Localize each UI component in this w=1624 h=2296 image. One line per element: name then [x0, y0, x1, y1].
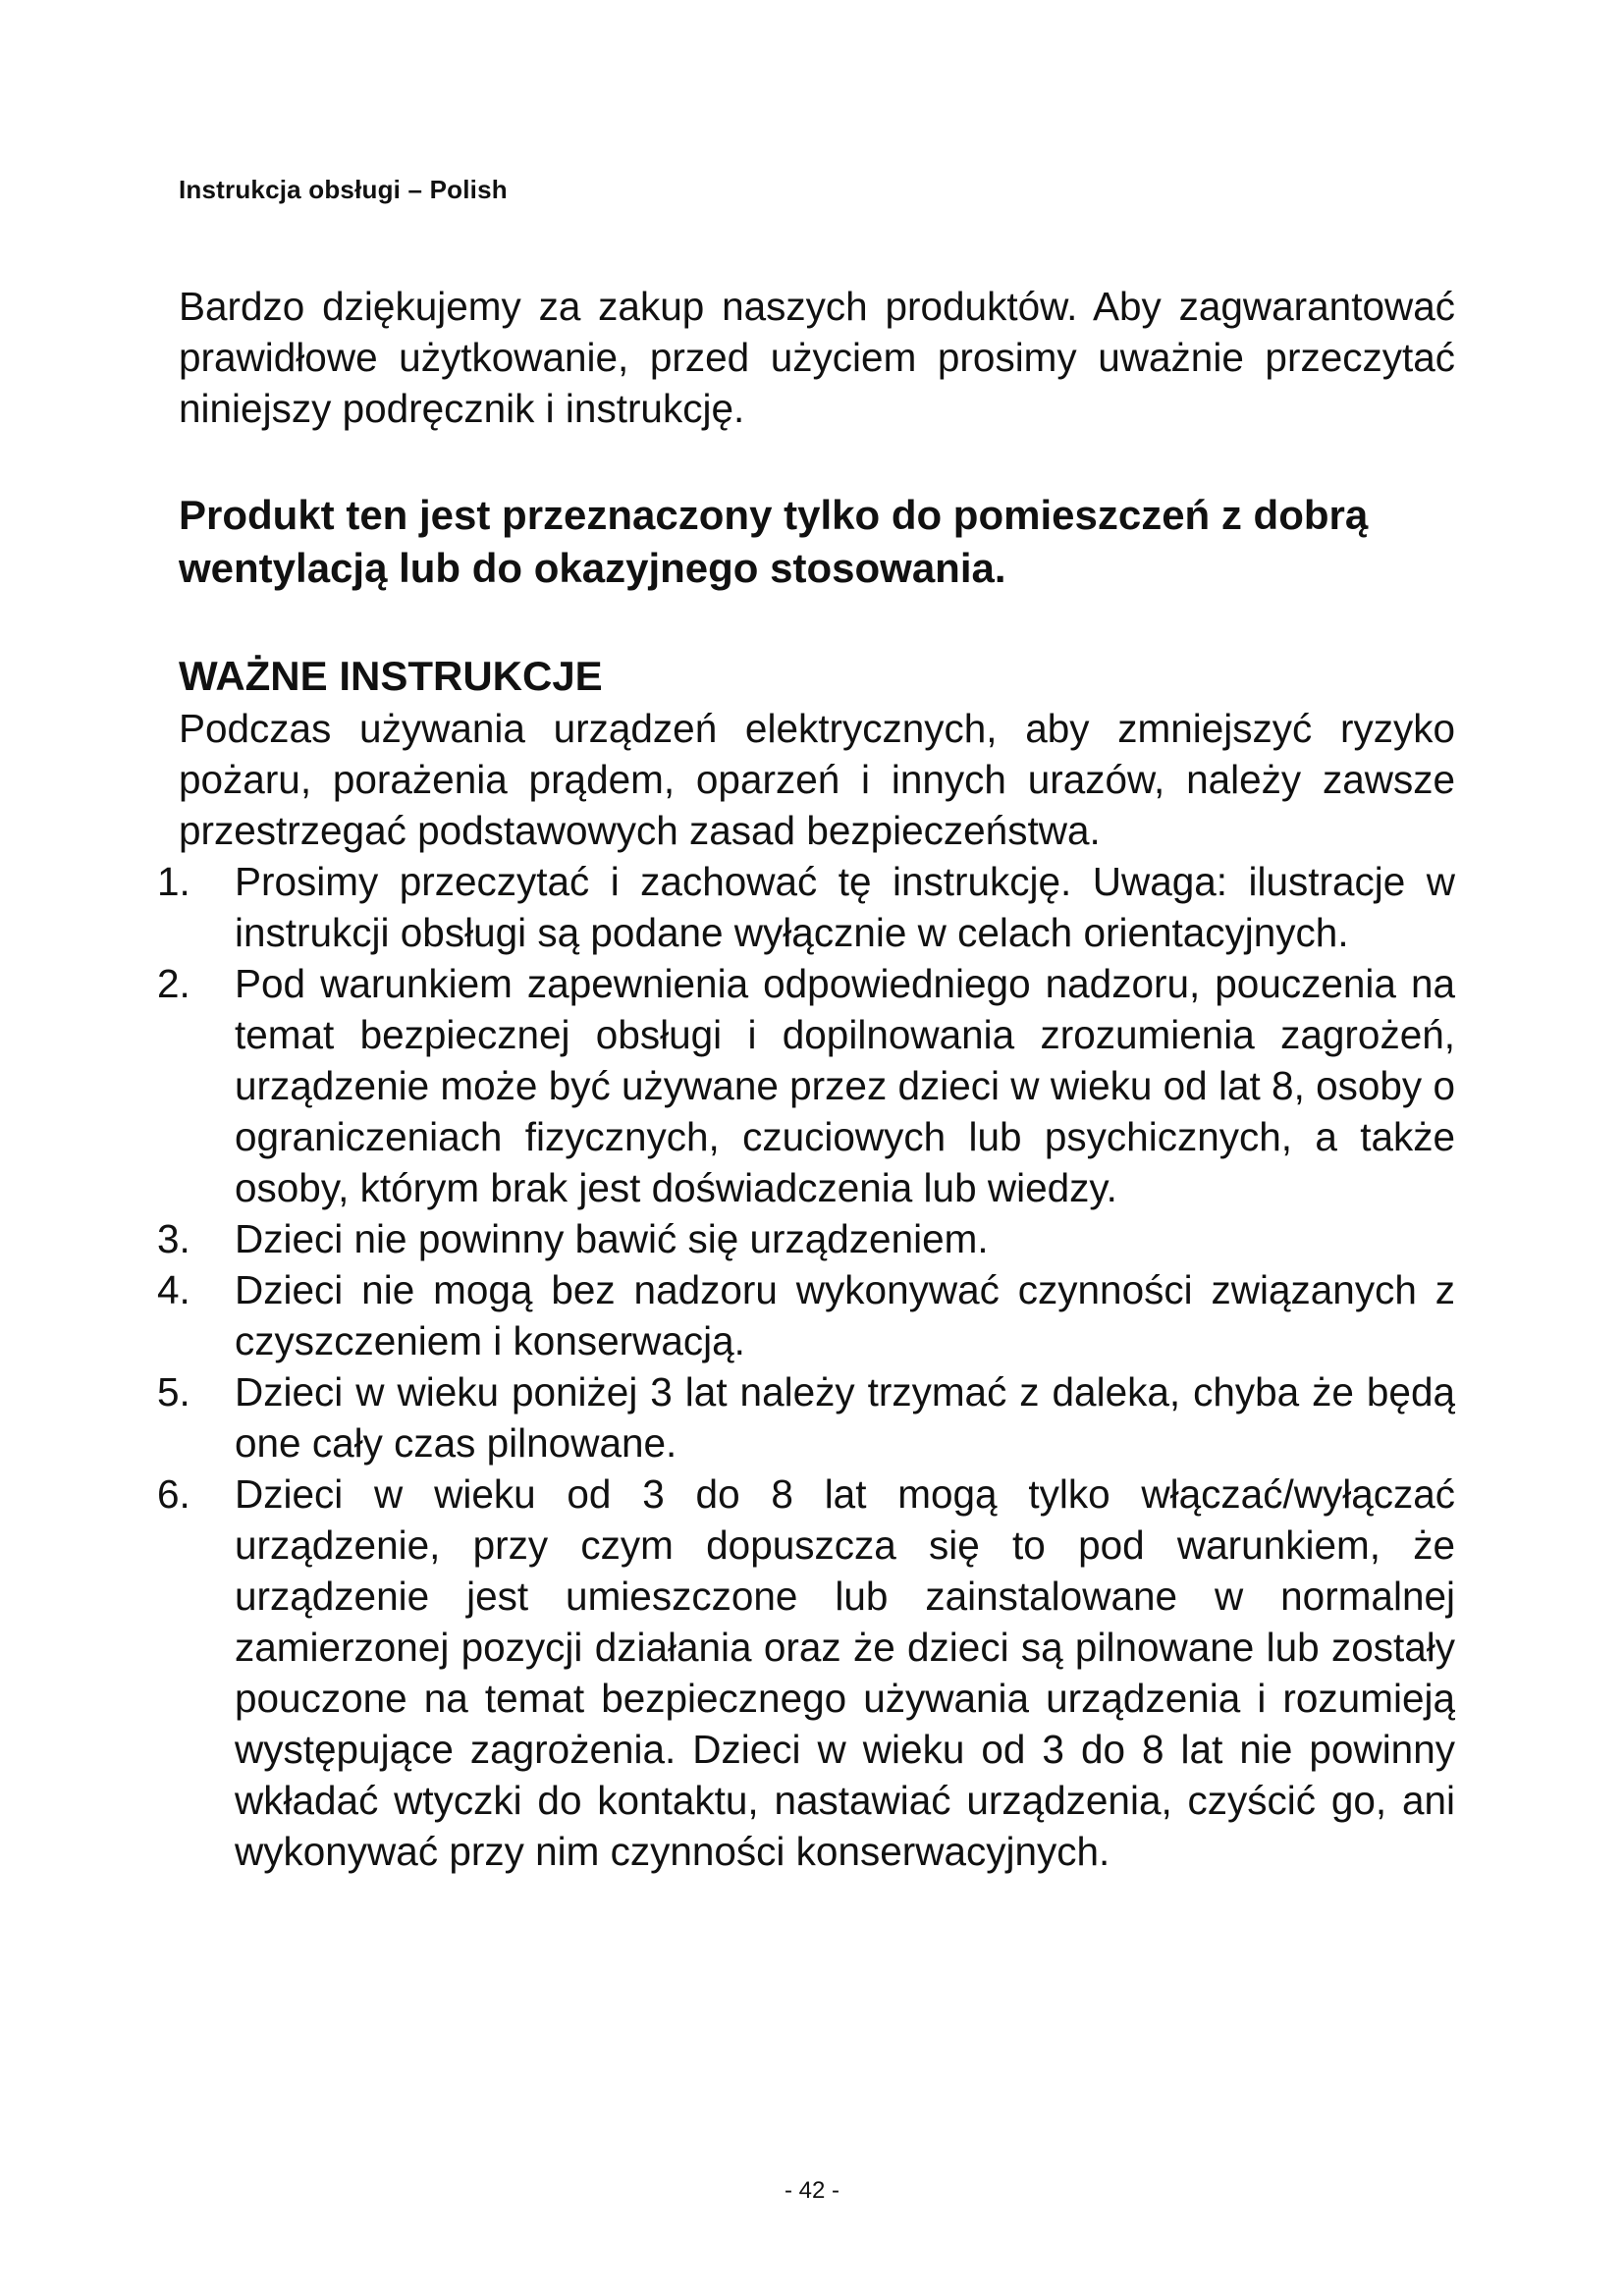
section-lead-paragraph: Podczas używania urządzeń elektrycznych, aby zmniejszyć ryzyko pożaru, porażenia prądem, oparzeń i innych urazów, należy zawsze przestrzegać podstawowych zasad bezpieczeństwa. — [179, 706, 1455, 853]
item-number: 6. — [157, 1471, 190, 1517]
page-number: - 42 - — [784, 2177, 839, 2204]
item-number: 3. — [157, 1216, 190, 1261]
instruction-item-3 — [157, 1213, 1455, 1264]
instruction-item-4 — [157, 1264, 1455, 1366]
ventilation-notice: Produkt ten jest przeznaczony tylko do pomieszczeń z dobrą wentylacją lub do okazyjnego stosowania. — [179, 492, 1369, 591]
item-number: 1. — [157, 859, 190, 904]
item-text: Dzieci nie powinny bawić się urządzeniem. — [235, 1216, 989, 1261]
item-number: 4. — [157, 1267, 190, 1312]
instruction-item-5 — [157, 1366, 1455, 1468]
instruction-item-1 — [157, 856, 1455, 958]
document-body — [157, 281, 1455, 1877]
intro-paragraph: Bardzo dziękujemy za zakup naszych produktów. Aby zagwarantować prawidłowe użytkowanie, przed użyciem prosimy uważnie przeczytać niniejszy podręcznik i instrukcję. — [179, 284, 1455, 431]
instruction-item-2 — [157, 958, 1455, 1213]
item-number: 2. — [157, 961, 190, 1006]
item-number: 5. — [157, 1369, 190, 1415]
item-text: Prosimy przeczytać i zachować tę instrukcję. Uwaga: ilustracje w instrukcji obsługi są podane wyłącznie w celach orientacyjnych. — [235, 859, 1455, 955]
section-heading: WAŻNE INSTRUKCJE — [179, 653, 603, 699]
item-text: Dzieci w wieku od 3 do 8 lat mogą tylko włączać/wyłączać urządzenie, przy czym dopuszcza się to pod warunkiem, że urządzenie jest umieszczone lub zainstalowane w normalnej zamierzonej pozycji działania oraz że dzieci są pilnowane lub zostały pouczone na temat bezpiecznego używania urządzenia i rozumieją występujące zagrożenia. Dzieci w wieku od 3 do 8 lat nie powinny wkładać wtyczki do kontaktu, nastawiać urządzenia, czyścić go, ani wykonywać przy nim czynności konserwacyjnych. — [235, 1471, 1455, 1874]
instruction-item-6 — [157, 1468, 1455, 1877]
item-text: Pod warunkiem zapewnienia odpowiedniego nadzoru, pouczenia na temat bezpiecznej obsługi i dopilnowania zrozumienia zagrożeń, urządzenie może być używane przez dzieci w wieku od lat 8, osoby o ograniczeniach fizycznych, czuciowych lub psychicznych, a także osoby, którym brak jest doświadczenia lub wiedzy. — [235, 961, 1455, 1210]
item-text: Dzieci w wieku poniżej 3 lat należy trzymać z daleka, chyba że będą one cały czas pilnowane. — [235, 1369, 1455, 1466]
instruction-list — [157, 856, 1455, 1877]
document-header: Instrukcja obsługi – Polish — [179, 175, 508, 204]
item-text: Dzieci nie mogą bez nadzoru wykonywać czynności związanych z czyszczeniem i konserwacją. — [235, 1267, 1455, 1363]
